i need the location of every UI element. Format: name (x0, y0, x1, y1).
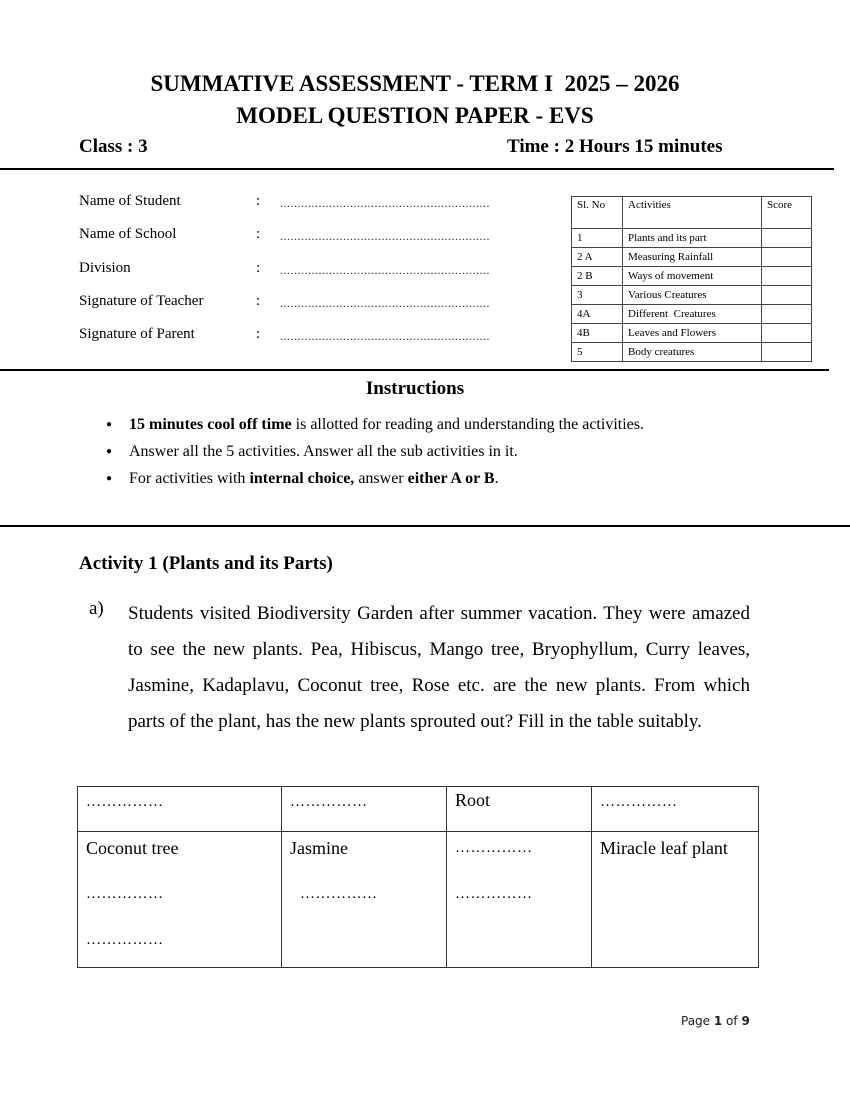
score-row-no: 3 (572, 286, 623, 305)
blank-dots[interactable]: …………… (455, 886, 533, 902)
page-current: 1 (713, 1014, 723, 1028)
score-row (572, 343, 812, 362)
table-cell (78, 832, 282, 968)
table-cell (282, 832, 447, 968)
score-row-no: 5 (572, 343, 623, 362)
blank-dots[interactable]: …………… (86, 932, 164, 948)
signature-of-parent-label: Signature of Parent (79, 326, 195, 342)
score-row-no: 2 A (572, 248, 623, 267)
score-row (572, 286, 812, 305)
divider-bottom (0, 525, 850, 527)
instruction-item (106, 467, 750, 491)
plant-name: Coconut tree (86, 838, 179, 858)
score-row-no: 4B (572, 324, 623, 343)
name-of-student-label: Name of Student (79, 193, 181, 209)
score-table (571, 196, 812, 362)
name-of-school-field[interactable]: ............................................................ (280, 229, 490, 243)
table-cell[interactable] (282, 787, 447, 832)
blank-dots[interactable]: …………… (600, 794, 678, 810)
paper-subtitle: MODEL QUESTION PAPER - EVS (236, 103, 594, 128)
instructions-heading: Instructions (365, 378, 465, 399)
info-colon: : (256, 293, 261, 309)
divider-top (0, 168, 834, 170)
info-colon: : (256, 226, 261, 242)
plant-name: Miracle leaf plant (600, 838, 728, 858)
instruction-text: is allotted for reading and understanding the activities. (291, 416, 644, 433)
signature-of-teacher-label: Signature of Teacher (79, 293, 204, 309)
score-cell[interactable] (762, 286, 812, 305)
page-of: of (722, 1014, 742, 1028)
time-label: Time : 2 Hours 15 minutes (507, 136, 723, 157)
activity-1-heading: Activity 1 (Plants and its Parts) (79, 553, 333, 574)
score-row (572, 324, 812, 343)
score-row (572, 267, 812, 286)
instruction-text: answer (354, 470, 408, 487)
score-row (572, 305, 812, 324)
info-colon: : (256, 193, 261, 209)
score-cell[interactable] (762, 343, 812, 362)
header-sl-no: Sl. No (572, 197, 623, 229)
blank-dots[interactable]: …………… (300, 886, 378, 902)
page-prefix: Page (681, 1014, 714, 1028)
blank-dots[interactable]: …………… (86, 886, 164, 902)
score-row-activity: Various Creatures (623, 286, 762, 305)
signature-of-parent-field[interactable]: ............................................................ (280, 329, 490, 343)
score-row-activity: Body creatures (623, 343, 762, 362)
score-row (572, 248, 812, 267)
division-label: Division (79, 260, 131, 276)
instruction-text: . (494, 470, 499, 487)
score-cell[interactable] (762, 229, 812, 248)
instruction-emphasis: internal choice, (249, 470, 355, 487)
divider-middle (0, 369, 829, 371)
instruction-emphasis: 15 minutes cool off time (129, 416, 292, 433)
instruction-text: Answer all the 5 activities. Answer all the sub activities in it. (129, 443, 518, 460)
table-cell[interactable] (78, 787, 282, 832)
table-cell (447, 787, 592, 832)
score-row-activity: Leaves and Flowers (623, 324, 762, 343)
score-cell[interactable] (762, 248, 812, 267)
score-row-no: 2 B (572, 267, 623, 286)
signature-of-teacher-field[interactable]: ............................................................ (280, 296, 490, 310)
score-row-activity: Measuring Rainfall (623, 248, 762, 267)
info-colon: : (256, 326, 261, 342)
table-row (78, 787, 759, 832)
root-header: Root (455, 790, 491, 810)
class-label: Class : 3 (79, 136, 148, 157)
table-cell (447, 832, 592, 968)
header-score: Score (762, 197, 812, 229)
exam-title: SUMMATIVE ASSESSMENT - TERM I 2025 – 2026 (150, 71, 680, 96)
instruction-item (106, 413, 750, 437)
table-cell (592, 832, 759, 968)
page-number (681, 1014, 750, 1028)
instruction-emphasis: either A or B (407, 470, 495, 487)
name-of-student-field[interactable]: ............................................................ (280, 196, 490, 210)
instructions-list (106, 413, 750, 494)
instruction-item (106, 440, 750, 464)
score-table-header (572, 197, 812, 229)
plant-name: Jasmine (290, 838, 348, 858)
table-cell[interactable] (592, 787, 759, 832)
score-row-activity: Different Creatures (623, 305, 762, 324)
header-activities: Activities (623, 197, 762, 229)
blank-dots[interactable]: …………… (86, 794, 164, 810)
division-field[interactable]: ............................................................ (280, 263, 490, 277)
score-cell[interactable] (762, 267, 812, 286)
name-of-school-label: Name of School (79, 226, 177, 242)
instruction-text: For activities with (129, 470, 250, 487)
question-text: Students visited Biodiversity Garden after summer vacation. They were amazed to see the new plants. Pea, Hibiscus, Mango tree, Bryophyllum, Curry leaves, Jasmine, Kadaplavu, Coconut tree, Rose etc. are the new plants. From which parts of the plant, has the new plants sprouted out? Fill in the table suitably. (128, 603, 750, 732)
blank-dots[interactable]: …………… (455, 840, 533, 856)
table-row (78, 832, 759, 968)
score-row-no: 4A (572, 305, 623, 324)
plant-parts-table (77, 786, 759, 968)
score-row-activity: Ways of movement (623, 267, 762, 286)
score-row-no: 1 (572, 229, 623, 248)
score-cell[interactable] (762, 324, 812, 343)
blank-dots[interactable]: …………… (290, 794, 368, 810)
page-total: 9 (741, 1014, 750, 1028)
score-row (572, 229, 812, 248)
score-cell[interactable] (762, 305, 812, 324)
info-colon: : (256, 260, 261, 276)
question-label: a) (89, 598, 104, 619)
score-row-activity: Plants and its part (623, 229, 762, 248)
